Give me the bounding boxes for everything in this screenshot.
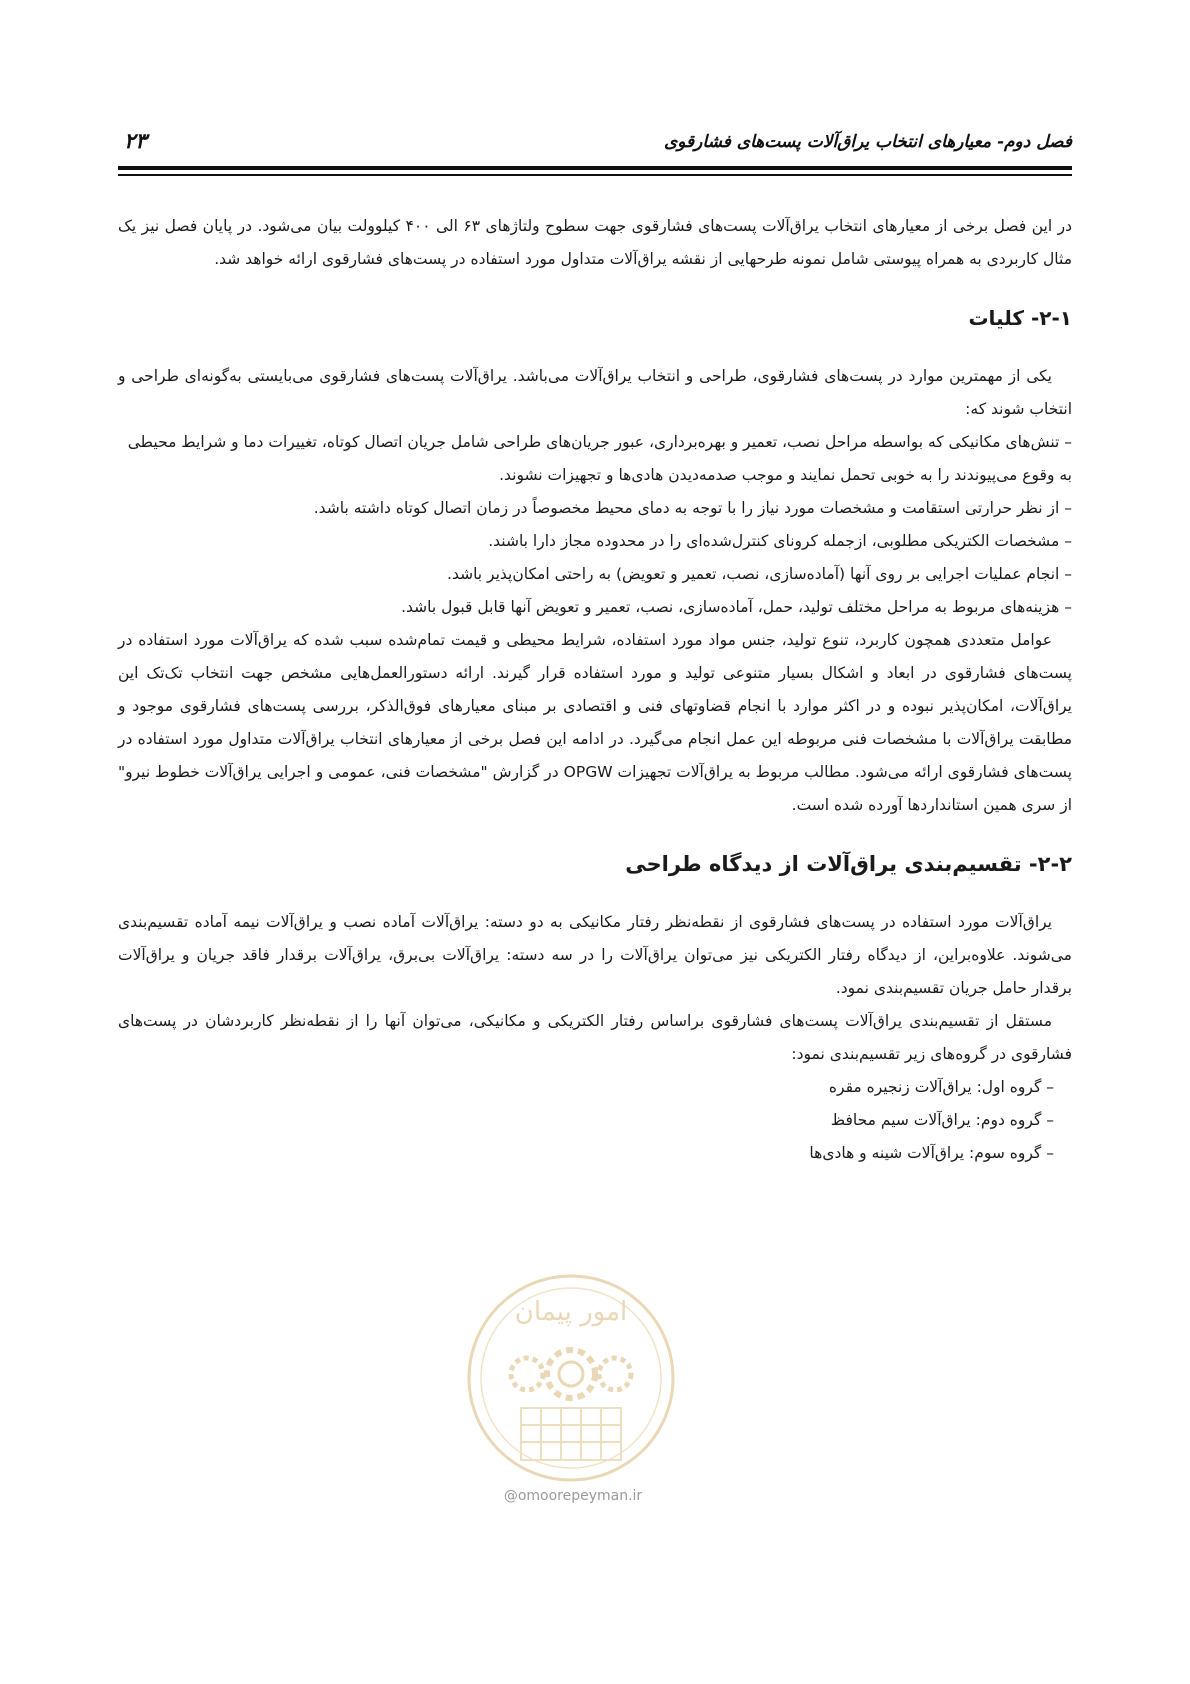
section-2-paragraph-1: یراق‌آلات مورد استفاده در پست‌های فشارقوی از نقطه‌نظر رفتار مکانیکی به دو دسته: یراق‌آلات آماده نصب و یراق‌آلات نیمه آماده تقسیم‌بندی می‌شوند. علاوه‌براین، از دیدگاه رفتار الکتریکی نیز می‌توان یراق‌آلات را در سه دسته: یراق‌آلات بی‌برق، یراق‌آلات برقدار فاقد جریان و یراق‌آلات برقدار حامل جریان تقسیم‌بندی نمود. bbox=[118, 913, 1072, 997]
bullet-item: – انجام عملیات اجرایی بر روی آنها (آماده‌سازی، نصب، تعمیر و تعویض) به راحتی امکان‌پذیر باشد. bbox=[447, 565, 1072, 583]
watermark-website: @omoorepeyman.ir bbox=[503, 1488, 643, 1504]
document-body bbox=[118, 210, 1072, 1170]
bullet-item: – مشخصات الکتریکی مطلوبی، ازجمله کرونای کنترل‌شده‌ای را در محدوده مجاز دارا باشند. bbox=[488, 532, 1072, 550]
header-rule-thin bbox=[118, 174, 1072, 176]
section-2-paragraph-2: مستقل از تقسیم‌بندی یراق‌آلات پست‌های فشارقوی براساس رفتار الکتریکی و مکانیکی، می‌توان آنها را از نقطه‌نظر کاربردشان در پست‌های فشارقوی در گروه‌های زیر تقسیم‌بندی نمود: bbox=[118, 1012, 1072, 1063]
header-rule-thick bbox=[118, 166, 1072, 170]
group-list bbox=[118, 1071, 1072, 1170]
group-item: – گروه اول: یراق‌آلات زنجیره مقره bbox=[828, 1078, 1054, 1096]
bullet-item: – هزینه‌های مربوط به مراحل مختلف تولید، حمل، آماده‌سازی، نصب، تعمیر و تعویض آنها قابل قبول باشد. bbox=[401, 598, 1072, 616]
page-number: ۲۳ bbox=[124, 128, 147, 153]
bullet-item: – تنش‌های مکانیکی که بواسطه مراحل نصب، تعمیر و بهره‌برداری، عبور جریان‌های طراحی شامل جریان اتصال کوتاه، تغییرات دما و شرایط محیطی به وقوع می‌پیوندند را به خوبی تحمل نمایند و موجب صدمه‌دیدن هادی‌ها و تجهیزات نشوند. bbox=[127, 433, 1072, 484]
page-header bbox=[118, 120, 1072, 160]
intro-paragraph: در این فصل برخی از معیارهای انتخاب یراق‌آلات پست‌های فشارقوی جهت سطوح ولتاژهای ۶۳ الی ۴۰۰ کیلوولت بیان می‌شود. در پایان فصل نیز یک مثال کاربردی به همراه پیوستی شامل نمونه طرحهایی از نقشه یراق‌آلات متداول مورد استفاده در پست‌های فشارقوی ارائه خواهد شد. bbox=[118, 217, 1072, 268]
section-2-heading: ۲-۲- تقسیم‌بندی یراق‌آلات از دیدگاه طراحی bbox=[625, 852, 1072, 876]
section-1-paragraph-2: عوامل متعددی همچون کاربرد، تنوع تولید، جنس مواد مورد استفاده، شرایط محیطی و قیمت تمام‌شده سبب شده که یراق‌آلات مورد استفاده در پست‌های فشارقوی در ابعاد و اشکال بسیار متنوعی تولید و مورد استفاده قرار گیرند. ارائه دستورالعمل‌هایی مشخص جهت انتخاب تک‌تک این یراق‌آلات، امکان‌پذیر نبوده و در اکثر موارد با انجام قضاوتهای فنی و اقتصادی بر مبنای معیارهای فوق‌الذکر، بررسی پست‌های فشارقوی موجود و مطابقت یراق‌آلات با مشخصات فنی مربوطه این عمل انجام می‌گیرد. در ادامه این فصل برخی از معیارهای انتخاب یراق‌آلات متداول مورد استفاده در پست‌های فشارقوی ارائه می‌شود. مطالب مربوط به یراق‌آلات تجهیزات OPGW در گزارش "مشخصات فنی، عمومی و اجرایی یراق‌آلات خطوط نیرو" از سری همین استانداردها آورده شده است. bbox=[118, 631, 1073, 814]
section-1-heading: ۲-۱- کلیات bbox=[968, 306, 1072, 330]
group-item: – گروه دوم: یراق‌آلات سیم محافظ bbox=[830, 1111, 1054, 1129]
watermark-logo bbox=[463, 1262, 679, 1494]
group-item: – گروه سوم: یراق‌آلات شینه و هادی‌ها bbox=[809, 1144, 1054, 1162]
bullet-item: – از نظر حرارتی استقامت و مشخصات مورد نیاز را با توجه به دمای محیط مخصوصاً در زمان اتصال کوتاه داشته باشد. bbox=[313, 499, 1072, 517]
chapter-title: فصل دوم- معیارهای انتخاب یراق‌آلات پست‌های فشارقوی bbox=[663, 132, 1072, 152]
section-1-paragraph-1: یکی از مهمترین موارد در پست‌های فشارقوی، طراحی و انتخاب یراق‌آلات می‌باشد. یراق‌آلات پست‌های فشارقوی می‌بایستی به‌گونه‌ای طراحی و انتخاب شوند که: bbox=[118, 367, 1072, 418]
watermark-logo-text: امور پیمان bbox=[514, 1297, 628, 1327]
